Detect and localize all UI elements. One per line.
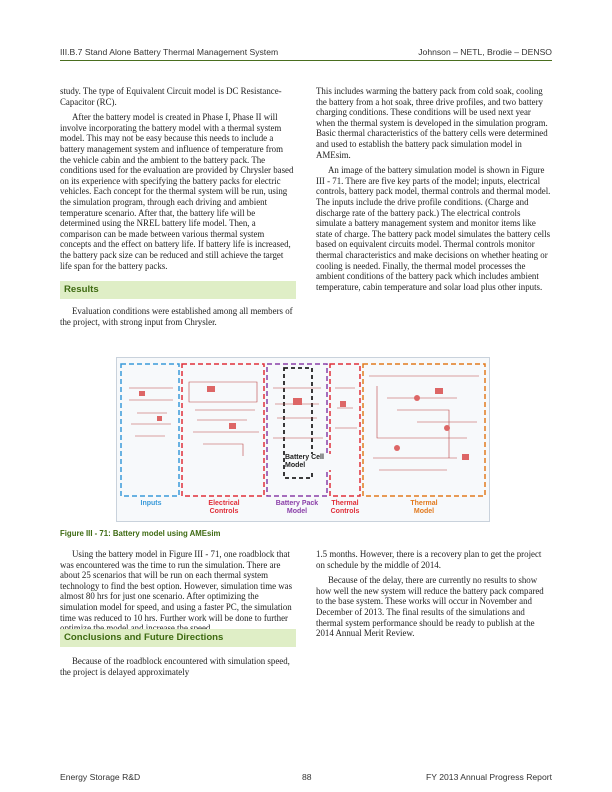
conclusions-body	[60, 656, 296, 677]
figure-battery-model	[116, 357, 490, 522]
section-heading-conclusions: Conclusions and Future Directions	[60, 629, 296, 647]
paragraph: Because of the delay, there are currently no results to show how well the new system will reduce the battery pack compared to the base system. These works will occur in November and December of 2013. The final results of the simulations and thermal system performance should be ready to publish at the 2014 Annual Merit Review.	[316, 575, 544, 639]
page-number: 88	[302, 772, 312, 782]
label-thermal-model: Thermal Model	[410, 500, 438, 515]
header-divider	[60, 60, 552, 61]
footer-right: FY 2013 Annual Progress Report	[426, 772, 552, 782]
electrical-controls-region	[182, 364, 264, 496]
amesim-diagram	[117, 358, 489, 521]
inputs-region	[121, 364, 179, 496]
left-column-bottom	[60, 549, 296, 634]
footer-left: Energy Storage R&D	[60, 772, 141, 782]
figure-caption: Figure III - 71: Battery model using AMEsim	[60, 529, 221, 538]
page-footer	[60, 772, 552, 784]
label-inputs: Inputs	[140, 500, 162, 507]
paragraph: 1.5 months. However, there is a recovery plan to get the project on schedule by the middle of 2014.	[316, 549, 542, 570]
label-thermal-controls: Thermal Controls	[330, 500, 360, 515]
right-column-bottom	[316, 549, 552, 639]
section-heading-results: Results	[60, 281, 296, 299]
battery-pack-region	[267, 364, 327, 496]
thermal-controls-region	[330, 364, 360, 496]
header-authors: Johnson – NETL, Brodie – DENSO	[418, 47, 552, 57]
header-title: III.B.7 Stand Alone Battery Thermal Management System	[60, 47, 279, 57]
right-column-top	[316, 86, 552, 292]
left-column-top	[60, 86, 296, 271]
label-battery-pack-model: Battery Pack Model	[275, 500, 319, 515]
paragraph: study. The type of Equivalent Circuit model is DC Resistance-Capacitor (RC).	[60, 86, 282, 107]
paragraph: After the battery model is created in Phase I, Phase II will involve incorporating the battery model with a thermal system model. This may not be easy because this needs to include a battery management system and influence of temperature from the vehicle cabin and the ambient to the battery pack. The conditions used for the evaluation are provided by Chrysler based on its experience with specifying the battery packs for electric vehicles. Each concept for the thermal system will be run, using the simulation program, through each driving and ambient temperature scenario. After that, the battery life will be determined using the NREL battery life model. Then, a comparison can be made between various thermal system concepts and the effect on battery life. If battery life is increased, the battery pack size can be reduced and still achieve the target life span for the battery packs.	[60, 112, 294, 271]
paragraph: Evaluation conditions were established among all members of the project, with strong input from Chrysler.	[60, 306, 293, 327]
running-header	[60, 45, 552, 61]
label-battery-cell-model: Battery Cell Model	[285, 454, 331, 470]
thermal-model-region	[363, 364, 485, 496]
paragraph: An image of the battery simulation model is shown in Figure III - 71. There are five key parts of the model; inputs, electrical controls, battery pack model, thermal controls and thermal model. The inputs include the drive profile conditions. (Charge and discharge rate of the battery pack.) The electrical controls simulate a battery management system and monitor items like state of charge. The battery pack model simulates the battery cells based on equivalent circuits model. Thermal controls monitor thermal characteristics and make decisions on whether heating or cooling is needed. Finally, the thermal model processes the ambient conditions of the battery pack which includes ambient temperature, cabin temperature and solar load plus other inputs.	[316, 165, 551, 292]
results-body	[60, 306, 296, 327]
paragraph: Using the battery model in Figure III - 71, one roadblock that was encountered was the time to run the simulation. There are about 25 scenarios that will be run on each thermal system technology to find the best option. However, simulation time was almost 80 hrs for just one scenario. After optimizing the simulation model for speed, and using a faster PC, the simulation time was reduced to 10 hrs. Further work will be done to further	[60, 549, 293, 623]
paragraph: This includes warming the battery pack from cold soak, cooling the battery from a hot soak, three drive profiles, and two battery charging conditions. These conditions will be used next year when the thermal system is developed in the simulation program. Basic thermal characteristics of the battery cells were determined and used to establish the battery pack simulation model in AMEsim.	[316, 86, 548, 160]
paragraph: Because of the roadblock encountered with simulation speed, the project is delayed approximately	[60, 656, 290, 677]
label-electrical-controls: Electrical Controls	[208, 500, 240, 515]
schematic-nodes	[139, 386, 469, 460]
